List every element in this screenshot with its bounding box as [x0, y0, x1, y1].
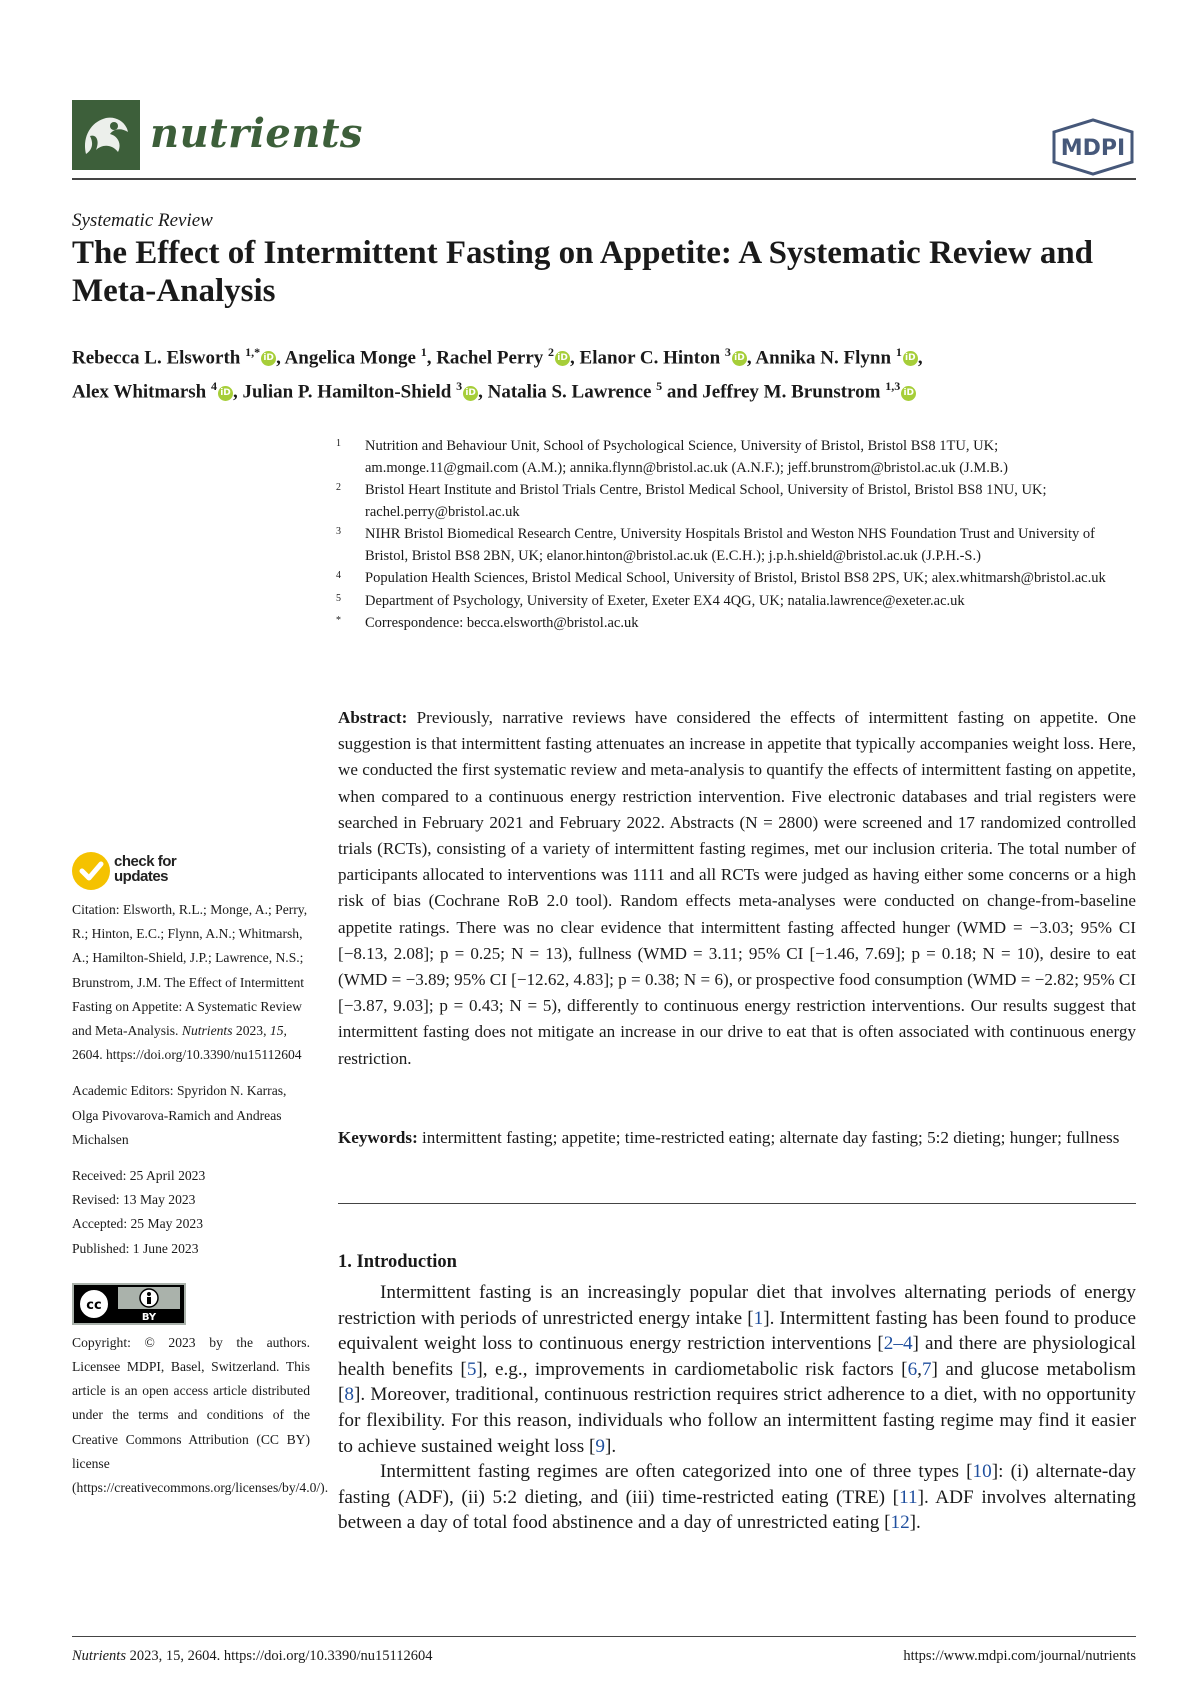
date-revised: Revised: 13 May 2023 — [72, 1192, 196, 1208]
orcid-icon[interactable]: iD — [903, 351, 918, 366]
author-list: Rebecca L. Elsworth $^{1,*}$ iD , Angelica Monge $^1$, Rachel Perry $^2$ iD , Elanor C. Hinton $^3$ iD , Annika N. Flynn $^1$ iD , Alex Whitmarsh $^4$ iD , Julian P. Hamilton-Shield $^3$ iD , Natalia S. Lawrence $^5$ and Jeffrey M. Brunstrom $^{1,3}$ iD — [72, 345, 923, 403]
affiliation-item — [336, 591, 1136, 613]
abstract-divider — [338, 1203, 1136, 1204]
footer-citation: Nutrients 2023, 15, 2604. https://doi.org/10.3390/nu15112604 — [72, 1648, 433, 1664]
abstract-text: Previously, narrative reviews have considered the effects of intermittent fasting on appetite. One suggestion is that intermittent fasting attenuates an increase in appetite that typically accompanies weight loss. Here, we conducted the first systematic review and meta-analysis to quantify the effects of intermittent fasting on appetite, when compared to a continuous energy restriction intervention. Five electronic databases and trial registers were searched in February 2021 and February 2022. Abstracts (N = 2800) were screened and 17 randomized controlled trials (RCTs), consisting of a variety of intermittent fasting regimes, met our inclusion criteria. The total number of participants allocated to interventions was 1111 and all RCTs were judged as having either some concerns or a high risk of bias (Cochrane RoB 2.0 tool). Random effects meta-analyses were conducted on change-from-baseline appetite ratings. There was no clear evidence that intermittent fasting affected hunger (WMD = −3.03; 95% CI [−8.13, 2.08]; p = 0.25; N = 13), fullness (WMD = 3.11; 95% CI [−1.46, 7.69]; p = 0.18; N = 10), desire to eat (WMD = −3.89; 95% CI [−12.62, 4.83]; p = 0.38; N = 6), or prospective food consumption (WMD = −2.82; 95% CI [−3.87, 9.03]; p = 0.43; N = 5), differently to continuous energy restriction interventions. Our results suggest that intermittent fasting does not mitigate an increase in our drive to eat that is often associated with continuous energy restriction. — [338, 708, 1136, 1068]
reference-link[interactable]: 12 — [890, 1512, 910, 1534]
affiliation-number: 1 — [336, 438, 341, 449]
author-affiliation-marker: 3 — [456, 379, 463, 394]
affiliation-text: Department of Psychology, University of Exeter, Exeter EX4 4QG, UK; natalia.lawrence@exeter.ac.uk — [365, 592, 965, 609]
affiliation-text: Correspondence: becca.elsworth@bristol.ac.uk — [365, 615, 639, 631]
affiliation-number: * — [336, 615, 341, 626]
author-name[interactable]: Elanor C. Hinton — [579, 347, 721, 369]
affiliation-item — [336, 524, 1136, 567]
orcid-icon[interactable]: iD — [463, 386, 478, 401]
svg-text:cc: cc — [86, 1297, 102, 1313]
affiliation-item — [336, 436, 1136, 479]
reference-link[interactable]: 6 — [907, 1358, 918, 1380]
date-accepted: Accepted: 25 May 2023 — [72, 1216, 203, 1232]
cc-by-license-icon[interactable] — [72, 1283, 186, 1325]
journal-name: nutrients — [150, 110, 363, 157]
section-heading-introduction: 1. Introduction — [338, 1252, 457, 1272]
footer-divider — [72, 1636, 1136, 1637]
orcid-icon[interactable]: iD — [732, 351, 747, 366]
affiliations — [336, 436, 1136, 636]
reference-link[interactable]: 8 — [344, 1384, 354, 1406]
reference-link[interactable]: 5 — [466, 1358, 477, 1380]
publisher-logo — [1048, 118, 1138, 176]
introduction-paragraph-2: Intermittent fasting regimes are often categorized into one of three types [10]: (i) alternate-day fasting (ADF), (ii) 5:2 dieting, and (iii) time-restricted eating (TRE) [11]. ADF involves alternating between a day of total food abstinence and a day of unrestricted eating [12]. — [338, 1461, 1137, 1534]
keywords — [338, 1125, 1136, 1151]
abstract-label: Abstract: — [338, 708, 408, 727]
author-affiliation-marker: 1,3 — [885, 379, 901, 394]
dates — [72, 1164, 310, 1261]
svg-text:BY: BY — [141, 1311, 157, 1323]
check-updates-icon — [72, 852, 110, 890]
affiliation-text: NIHR Bristol Biomedical Research Centre, University Hospitals Bristol and Weston NHS Foundation Trust and University of Bristol, Bristol BS8 2BN, UK; elanor.hinton@bristol.ac.uk (E.C.H.); j.p.h.shield@bristol.ac.uk (J.P.H.-S.) — [365, 526, 1095, 564]
author-affiliation-marker: 1 — [420, 345, 427, 359]
affiliation-text: Nutrition and Behaviour Unit, School of Psychological Science, University of Bristol, Bristol BS8 1TU, UK; am.monge.11@gmail.com (A.M.); annika.flynn@bristol.ac.uk (A.N.F.); jeff.brunstrom@bristol.ac.uk (J.M.B.) — [365, 438, 1008, 476]
author-affiliation-marker: 1,* — [245, 345, 261, 359]
author-affiliation-marker: 1 — [895, 345, 902, 359]
svg-text:MDPI: MDPI — [1060, 136, 1126, 161]
author-name[interactable]: Angelica Monge — [284, 347, 416, 369]
affiliation-number: 3 — [336, 526, 341, 537]
author-affiliation-marker: 3 — [724, 345, 731, 359]
citation: Citation: Elsworth, R.L.; Monge, A.; Perry, R.; Hinton, E.C.; Flynn, A.N.; Whitmarsh, A.; Hamilton-Shield, J.P.; Lawrence, N.S.; Brunstrom, J.M. The Effect of Intermittent Fasting on Appetite: A Systematic Review and Meta-Analysis. Nutrients 2023, 15, 2604. https://doi.org/10.3390/nu15112604 — [72, 902, 308, 1063]
keywords-text: intermittent fasting; appetite; time-restricted eating; alternate day fasting; 5:2 dieting; hunger; fullness — [422, 1128, 1120, 1147]
date-received: Received: 25 April 2023 — [72, 1168, 206, 1184]
footer-journal-url[interactable]: https://www.mdpi.com/journal/nutrients — [903, 1648, 1136, 1664]
reference-link[interactable]: 2–4 — [883, 1333, 913, 1355]
header-divider — [72, 178, 1136, 180]
check-updates-label: check for updates — [114, 853, 177, 885]
author-name[interactable]: Julian P. Hamilton-Shield — [242, 381, 452, 403]
author-name[interactable]: Jeffrey M. Brunstrom — [702, 381, 881, 403]
orcid-icon[interactable]: iD — [218, 386, 233, 401]
orcid-icon[interactable]: iD — [901, 386, 916, 401]
author-affiliation-marker: 5 — [656, 379, 663, 394]
copyright-notice: Copyright: © 2023 by the authors. Licensee MDPI, Basel, Switzerland. This article is an open access article distributed under the terms and conditions of the Creative Commons Attribution (CC BY) license (https://creativecommons.org/licenses/by/4.0/). — [72, 1334, 329, 1496]
article-type: Systematic Review — [72, 210, 213, 231]
author-name[interactable]: Rebecca L. Elsworth — [72, 347, 241, 369]
author-affiliation-marker: 4 — [210, 379, 217, 394]
keywords-label: Keywords: — [338, 1128, 418, 1147]
affiliation-text: Bristol Heart Institute and Bristol Trials Centre, Bristol Medical School, University of Bristol, Bristol BS8 1NU, UK; rachel.perry@bristol.ac.uk — [365, 482, 1047, 520]
abstract — [338, 705, 1136, 1072]
affiliation-number: 4 — [336, 570, 341, 581]
reference-link[interactable]: 10 — [972, 1461, 992, 1483]
affiliation-item — [336, 480, 1136, 523]
orcid-icon[interactable]: iD — [261, 351, 276, 366]
reference-link[interactable]: 11 — [899, 1486, 918, 1508]
author-name[interactable]: Annika N. Flynn — [755, 347, 892, 369]
introduction-paragraph-1: Intermittent fasting is an increasingly popular diet that involves alternating periods of energy restriction with periods of unrestricted energy intake [1]. Intermittent fasting has been found to produce equivalent weight loss to continuous energy restriction interventions [2–4] and there are physiological health benefits [5], e.g., improvements in cardiometabolic risk factors [6,7] and glucose metabolism [8]. Moreover, traditional, continuous restriction requires strict adherence to a diet, with no opportunity for flexibility. For this reason, individuals who follow an intermittent fasting regime may find it easier to achieve sustained weight loss [9]. — [338, 1282, 1136, 1457]
reference-link[interactable]: 9 — [595, 1435, 605, 1457]
author-name[interactable]: Rachel Perry — [436, 347, 544, 369]
date-published: Published: 1 June 2023 — [72, 1240, 199, 1256]
author-affiliation-marker: 2 — [548, 345, 555, 359]
journal-logo — [72, 100, 140, 170]
check-for-updates-button[interactable] — [72, 852, 192, 894]
introduction-body — [338, 1280, 1136, 1536]
academic-editors: Academic Editors: Spyridon N. Karras, Olga Pivovarova-Ramich and Andreas Michalsen — [72, 1083, 287, 1147]
reference-link[interactable]: 7 — [921, 1358, 932, 1380]
affiliation-text: Population Health Sciences, Bristol Medical School, University of Bristol, Bristol BS8 2PS, UK; alex.whitmarsh@bristol.ac.uk — [365, 570, 1106, 586]
article-title: The Effect of Intermittent Fasting on Appetite: A Systematic Review and Meta-Analysis — [72, 235, 1094, 309]
affiliation-item — [336, 613, 1136, 635]
affiliation-number: 2 — [336, 482, 341, 493]
orcid-icon[interactable]: iD — [555, 351, 570, 366]
author-name[interactable]: Alex Whitmarsh — [72, 381, 207, 403]
sidebar — [72, 898, 329, 1500]
reference-link[interactable]: 1 — [753, 1307, 764, 1329]
affiliation-item — [336, 568, 1136, 590]
affiliation-number: 5 — [336, 592, 341, 604]
author-name[interactable]: Natalia S. Lawrence — [487, 381, 652, 403]
